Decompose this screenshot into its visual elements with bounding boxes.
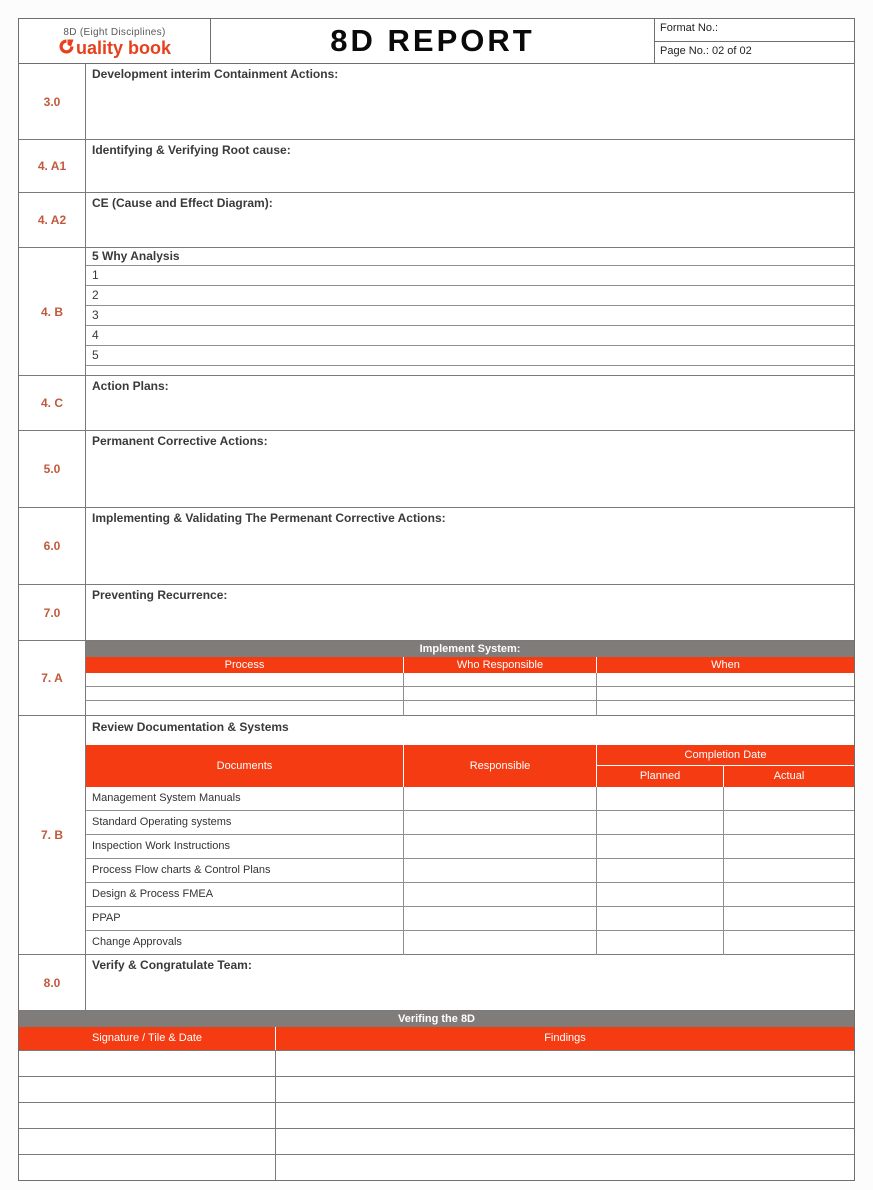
logo-tagline: 8D (Eight Disciplines) [63,26,166,38]
document-row [86,835,854,859]
when-cell[interactable] [597,673,854,686]
section-input-area[interactable] [86,585,854,640]
quality-book-logo-icon [58,38,76,58]
logo-cell [19,19,211,63]
section-input-area[interactable] [86,64,854,139]
verification-row [19,1050,854,1076]
why-row-1[interactable]: 1 [86,266,854,286]
column-header-who-responsible: Who Responsible [404,657,597,673]
review-documentation-title: Review Documentation & Systems [92,720,289,734]
planned-date-cell[interactable] [597,787,724,810]
column-header-planned: Planned [597,766,724,787]
planned-date-cell[interactable] [597,859,724,882]
who-responsible-cell[interactable] [404,701,597,716]
actual-date-cell[interactable] [724,835,854,858]
section-number: 4. C [19,376,86,430]
implement-system-title: Implement System: [86,641,854,657]
verification-row [19,1154,854,1180]
findings-cell[interactable] [276,1103,854,1128]
who-responsible-cell[interactable] [404,673,597,686]
section-label: Preventing Recurrence: [92,588,228,602]
documents-table-header [86,745,854,787]
column-header-process: Process [86,657,404,673]
verification-row [19,1102,854,1128]
section-6-0 [19,508,854,585]
document-row [86,811,854,835]
actual-date-cell[interactable] [724,859,854,882]
format-no-field[interactable]: Format No.: [655,19,854,42]
completion-subheaders [597,766,854,787]
when-cell[interactable] [597,701,854,716]
section-input-area[interactable] [86,508,854,584]
section-input-area[interactable] [86,193,854,247]
section-7-a [19,641,854,716]
planned-date-cell[interactable] [597,883,724,906]
actual-date-cell[interactable] [724,811,854,834]
document-row [86,859,854,883]
section-label: Verify & Congratulate Team: [92,958,252,972]
process-cell[interactable] [86,673,404,686]
column-header-signature-title-date: Signature / Tile & Date [19,1027,276,1050]
section-label: Identifying & Verifying Root cause: [92,143,291,157]
implement-system-table [86,641,854,715]
document-name: Standard Operating systems [86,811,404,834]
verifying-8d-title: Verifing the 8D [19,1011,854,1027]
why-row-2[interactable]: 2 [86,286,854,306]
section-4-a1 [19,140,854,193]
who-responsible-cell[interactable] [404,687,597,700]
section-number: 8.0 [19,955,86,1010]
column-header-responsible: Responsible [404,745,597,787]
logo-brand-text: uality book [75,37,171,58]
why-row-5[interactable]: 5 [86,346,854,366]
section-label: Permanent Corrective Actions: [92,434,268,448]
when-cell[interactable] [597,687,854,700]
five-why-title: 5 Why Analysis [86,248,854,266]
section-input-area[interactable] [86,955,854,1010]
why-row-3[interactable]: 3 [86,306,854,326]
page-no-field: Page No.: 02 of 02 [660,44,752,57]
section-label: CE (Cause and Effect Diagram): [92,196,273,210]
column-header-completion-date-group [597,745,854,787]
actual-date-cell[interactable] [724,883,854,906]
responsible-cell[interactable] [404,883,597,906]
document-name: Management System Manuals [86,787,404,810]
section-number: 3.0 [19,64,86,139]
document-row [86,907,854,931]
document-row [86,883,854,907]
planned-date-cell[interactable] [597,907,724,930]
document-name: Inspection Work Instructions [86,835,404,858]
header-meta [654,19,854,63]
why-row-4[interactable]: 4 [86,326,854,346]
section-4-b [19,248,854,376]
findings-cell[interactable] [276,1155,854,1180]
column-header-completion-date: Completion Date [597,745,854,766]
section-8-0 [19,955,854,1011]
document-name: PPAP [86,907,404,930]
review-documentation-table [86,716,854,954]
signature-cell[interactable] [19,1155,276,1180]
document-row [86,931,854,955]
implement-row [86,673,854,687]
8d-report-form [18,18,855,1181]
signature-cell[interactable] [19,1051,276,1076]
section-4-c [19,376,854,431]
section-number: 6.0 [19,508,86,584]
signature-cell[interactable] [19,1129,276,1154]
section-3-0 [19,64,854,140]
signature-cell[interactable] [19,1077,276,1102]
verification-row [19,1076,854,1102]
section-number: 4. B [19,248,86,375]
document-name: Design & Process FMEA [86,883,404,906]
implement-system-header [86,657,854,673]
findings-cell[interactable] [276,1129,854,1154]
section-number: 4. A2 [19,193,86,247]
findings-cell[interactable] [276,1051,854,1076]
responsible-cell[interactable] [404,931,597,955]
section-number: 7. A [19,641,86,715]
verification-row [19,1128,854,1154]
section-input-area[interactable] [86,376,854,430]
responsible-cell[interactable] [404,835,597,858]
column-header-documents: Documents [86,745,404,787]
section-4-a2 [19,193,854,248]
planned-date-cell[interactable] [597,811,724,834]
document-row [86,787,854,811]
section-input-area[interactable] [86,431,854,507]
section-input-area[interactable] [86,140,854,192]
column-header-actual: Actual [773,770,805,782]
section-label: Development interim Containment Actions: [92,67,339,81]
section-number: 5.0 [19,431,86,507]
document-name: Change Approvals [86,931,404,955]
planned-date-cell[interactable] [597,931,724,955]
column-header-findings: Findings [544,1032,586,1044]
responsible-cell[interactable] [404,907,597,930]
page-title: 8D REPORT [330,23,535,58]
implement-row [86,701,854,716]
actual-date-cell[interactable] [724,907,854,930]
planned-date-cell[interactable] [597,835,724,858]
section-label: Action Plans: [92,379,169,393]
document-name: Process Flow charts & Control Plans [86,859,404,882]
section-number: 7. B [19,716,86,954]
form-header [19,19,854,64]
spacer [86,366,854,375]
verification-header [19,1027,854,1050]
section-label: Implementing & Validating The Permenant Corrective Actions: [92,511,446,525]
section-7-b [19,716,854,955]
five-why-table [86,248,854,375]
actual-date-cell[interactable] [724,787,854,810]
section-7-0 [19,585,854,641]
column-header-when: When [711,659,740,671]
quality-book-logo [58,38,171,58]
signature-cell[interactable] [19,1103,276,1128]
findings-cell[interactable] [276,1077,854,1102]
process-cell[interactable] [86,701,404,716]
section-number: 7.0 [19,585,86,640]
implement-row [86,687,854,701]
actual-date-cell[interactable] [724,931,854,955]
section-number: 4. A1 [19,140,86,192]
process-cell[interactable] [86,687,404,700]
section-5-0 [19,431,854,508]
responsible-cell[interactable] [404,859,597,882]
responsible-cell[interactable] [404,811,597,834]
responsible-cell[interactable] [404,787,597,810]
